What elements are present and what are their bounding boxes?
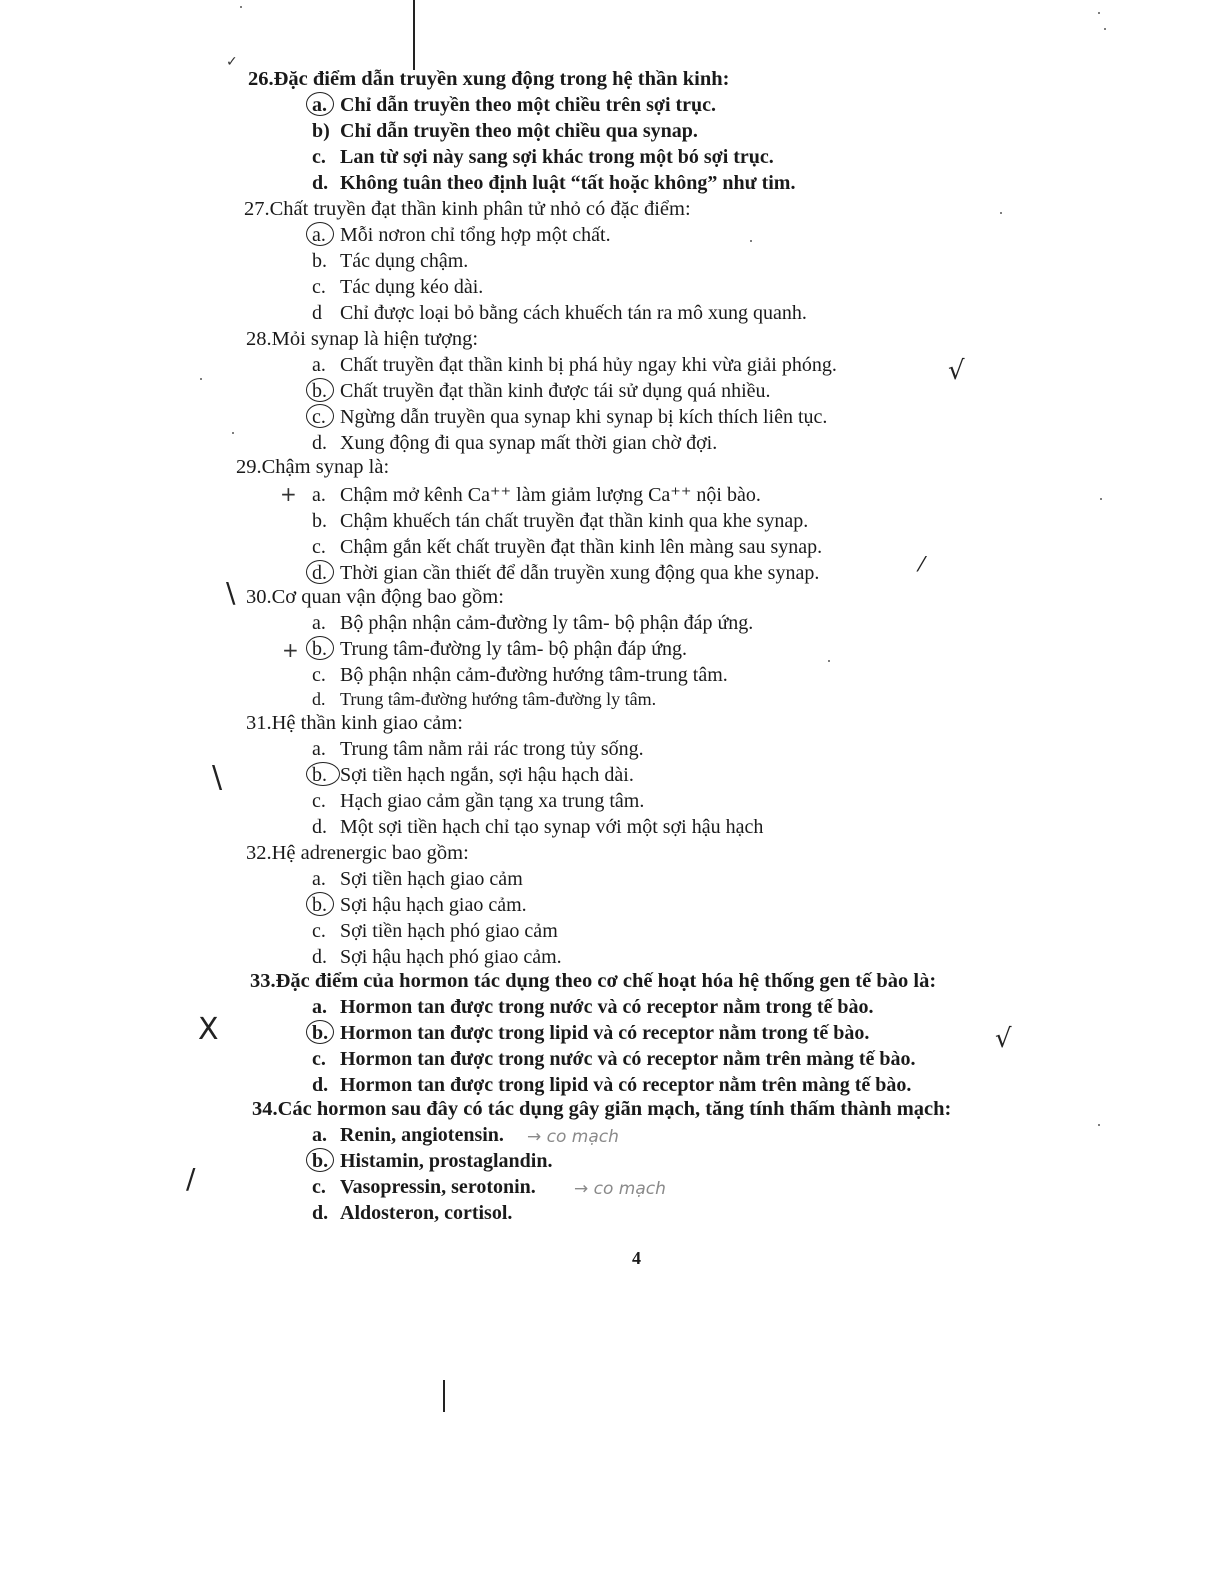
page-number: 4 <box>632 1248 641 1268</box>
option-c: c. Hạch giao cảm gần tạng xa trung tâm. <box>312 790 645 812</box>
option-c: c. Ngừng dẫn truyền qua synap khi synap bị kích thích liên tục. <box>312 404 827 430</box>
option-a: a. Hormon tan được trong nước và có receptor nằm trong tế bào. <box>312 996 874 1018</box>
option-d: d. Trung tâm-đường hướng tâm-đường ly tâm. <box>312 689 657 709</box>
answer-circle <box>306 378 334 402</box>
option-a: a. Chỉ dẫn truyền theo một chiều trên sợi trục. <box>312 92 716 118</box>
dot-mark-icon: ✓ <box>226 54 238 70</box>
answer-circle <box>306 1020 334 1044</box>
option-b: b. Sợi hậu hạch giao cảm. <box>312 892 527 918</box>
option-d: d. Sợi hậu hạch phó giao cảm. <box>312 946 562 968</box>
option-c: c. Sợi tiền hạch phó giao cảm <box>312 920 558 942</box>
option-d: d. Xung động đi qua synap mất thời gian chờ đợi. <box>312 432 718 454</box>
answer-circle <box>306 92 334 116</box>
answer-circle <box>306 404 334 428</box>
scan-line-bottom <box>443 1380 445 1412</box>
answer-circle <box>306 222 334 246</box>
option-a: a. Renin, angiotensin. → co mạch <box>312 1122 504 1148</box>
option-d: d. Thời gian cần thiết để dẫn truyền xung động qua khe synap. <box>312 560 819 586</box>
slash-mark-icon: \ <box>226 576 236 609</box>
question-title: 33.Đặc điểm của hormon tác dụng theo cơ chế hoạt hóa hệ thống gen tế bào là: <box>250 970 937 992</box>
check-mark-icon: ⁄ <box>920 552 924 576</box>
answer-circle <box>306 636 334 660</box>
handwritten-note: → co mạch <box>574 1179 666 1199</box>
option-b: b. Tác dụng chậm. <box>312 250 469 272</box>
option-a: a. Chất truyền đạt thần kinh bị phá hủy ngay khi vừa giải phóng. <box>312 354 837 376</box>
question-title: 34.Các hormon sau đây có tác dụng gây giãn mạch, tăng tính thấm thành mạch: <box>252 1098 952 1120</box>
handwritten-note: → co mạch <box>527 1127 619 1147</box>
answer-circle <box>306 560 334 584</box>
option-b: b. Chậm khuếch tán chất truyền đạt thần kinh qua khe synap. <box>312 510 809 532</box>
option-c: c. Hormon tan được trong nước và có receptor nằm trên màng tế bào. <box>312 1048 916 1070</box>
cross-mark-icon: X <box>198 1012 219 1047</box>
option-b: b. Sợi tiền hạch ngắn, sợi hậu hạch dài. <box>312 762 634 788</box>
question-title: 28.Mỏi synap là hiện tượng: <box>246 328 479 350</box>
slash-mark-icon: / <box>186 1162 196 1195</box>
question-title: 29.Chậm synap là: <box>236 456 390 478</box>
question-title: 31.Hệ thần kinh giao cảm: <box>246 712 463 734</box>
option-a: a. Mỗi nơron chỉ tổng hợp một chất. <box>312 222 611 248</box>
option-a: a. Chậm mở kênh Ca⁺⁺ làm giảm lượng Ca⁺⁺ nội bào. <box>312 484 761 506</box>
option-a: a. Sợi tiền hạch giao cảm <box>312 868 523 890</box>
option-d: d Chỉ được loại bỏ bằng cách khuếch tán ra mô xung quanh. <box>312 302 807 324</box>
option-d: d. Một sợi tiền hạch chỉ tạo synap với một sợi hậu hạch <box>312 816 764 838</box>
option-d: d. Hormon tan được trong lipid và có receptor nằm trên màng tế bào. <box>312 1074 912 1096</box>
option-b: b. Hormon tan được trong lipid và có receptor nằm trong tế bào. <box>312 1020 869 1046</box>
option-a: a. Trung tâm nằm rải rác trong tủy sống. <box>312 738 644 760</box>
answer-circle <box>306 762 340 786</box>
check-mark-icon: √ <box>995 1024 1012 1054</box>
question-title: 30.Cơ quan vận động bao gồm: <box>246 586 504 608</box>
option-c: c. Lan từ sợi này sang sợi khác trong một bó sợi trục. <box>312 146 774 168</box>
option-c: c. Chậm gắn kết chất truyền đạt thần kinh lên màng sau synap. <box>312 536 823 558</box>
question-title: 26.Đặc điểm dẫn truyền xung động trong hệ thần kinh: <box>248 68 730 90</box>
answer-circle <box>306 1148 334 1172</box>
slash-mark-icon: \ <box>212 760 223 795</box>
question-title: 27.Chất truyền đạt thần kinh phân tử nhỏ có đặc điểm: <box>244 198 691 220</box>
option-b: b) Chỉ dẫn truyền theo một chiều qua synap. <box>312 120 698 142</box>
check-mark-icon: √ <box>948 356 965 386</box>
option-b: b. Chất truyền đạt thần kinh được tái sử dụng quá nhiều. <box>312 378 771 404</box>
option-b: b. Histamin, prostaglandin. <box>312 1148 552 1174</box>
option-d: d. Không tuân theo định luật “tất hoặc không” như tim. <box>312 172 796 194</box>
option-c: c. Vasopressin, serotonin. → co mạch <box>312 1174 536 1200</box>
option-c: c. Bộ phận nhận cảm-đường hướng tâm-trung tâm. <box>312 664 728 686</box>
plus-mark-icon: + <box>282 638 299 662</box>
option-a: a. Bộ phận nhận cảm-đường ly tâm- bộ phận đáp ứng. <box>312 612 754 634</box>
scan-line-top <box>413 0 415 70</box>
answer-circle <box>306 892 334 916</box>
question-title: 32.Hệ adrenergic bao gồm: <box>246 842 469 864</box>
option-b: b. Trung tâm-đường ly tâm- bộ phận đáp ứng. <box>312 636 687 662</box>
option-c: c. Tác dụng kéo dài. <box>312 276 484 298</box>
option-d: d. Aldosteron, cortisol. <box>312 1202 513 1224</box>
plus-mark-icon: + <box>280 482 297 506</box>
